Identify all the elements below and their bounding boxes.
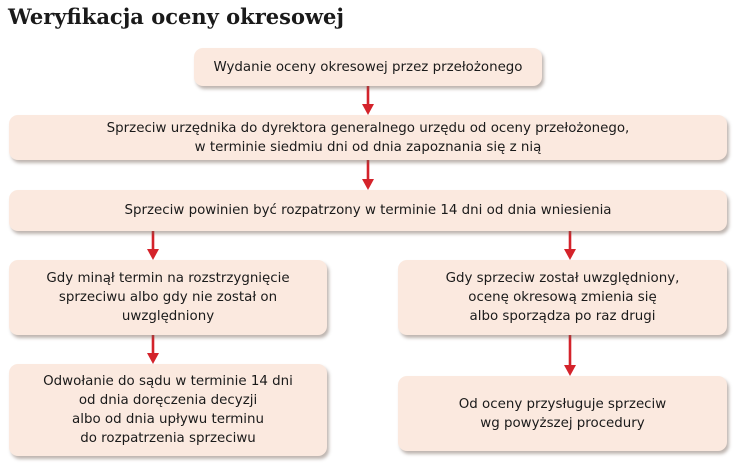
- arrow-n5-n7: [564, 335, 576, 376]
- arrow-n4-n6: [147, 335, 159, 364]
- node-objection-to-director: Sprzeciw urzędnika do dyrektora generalnego urzędu od oceny przełożonego, w terminie siedmiu dni od dnia zapoznania się z nią: [9, 115, 727, 160]
- diagram-title: Weryfikacja oceny okresowej: [8, 4, 345, 29]
- node-objection-per-procedure: Od oceny przysługuje sprzeciw wg powyższej procedury: [398, 376, 727, 451]
- arrow-n2-n3: [362, 160, 374, 190]
- arrow-n1-n2: [362, 86, 374, 115]
- arrow-n3-n4: [147, 231, 159, 260]
- node-objection-review-deadline: Sprzeciw powinien być rozpatrzony w terminie 14 dni od dnia wniesienia: [9, 190, 727, 231]
- arrow-n3-n5: [564, 231, 576, 260]
- node-deadline-passed: Gdy minął termin na rozstrzygnięcie sprzeciwu albo gdy nie został on uwzględniony: [9, 260, 327, 335]
- node-issue-periodic-evaluation: Wydanie oceny okresowej przez przełożonego: [194, 48, 542, 86]
- node-objection-accepted: Gdy sprzeciw został uwzględniony, ocenę okresową zmienia się albo sporządza po raz drugi: [398, 260, 727, 335]
- node-court-appeal: Odwołanie do sądu w terminie 14 dni od dnia doręczenia decyzji albo od dnia upływu terminu do rozpatrzenia sprzeciwu: [9, 364, 327, 456]
